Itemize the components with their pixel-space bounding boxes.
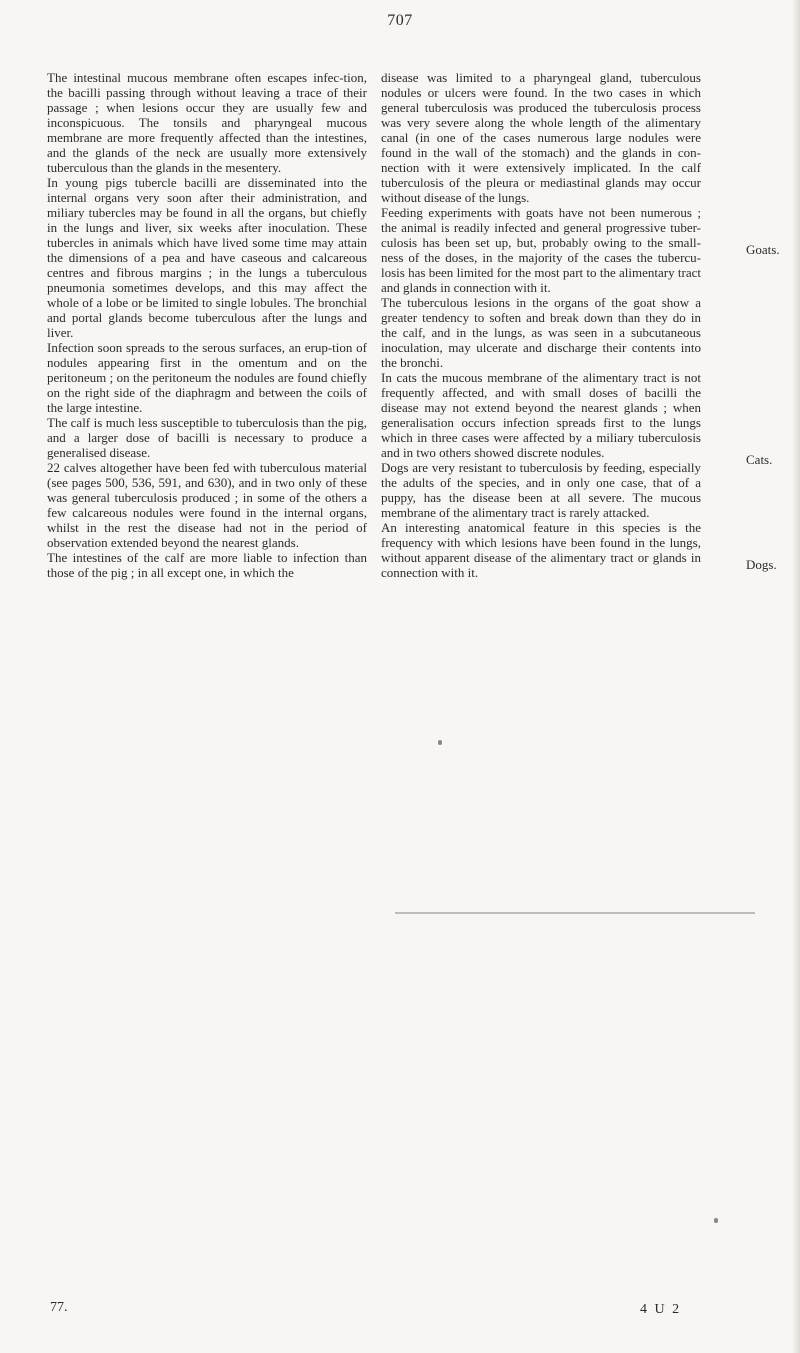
paragraph: disease was limited to a pharyngeal gland, tuberculous nodules or ulcers were found. In the two cases in which general tuberculosis was produced the tuberculosis process was very severe along the whole length of the alimentary canal (in one of the cases numerous large nodules were found in the wall of the stomach) and the glands in con-nection with it were extensively implicated. In the calf tuberculosis of the pleura or mediastinal glands may occur without disease of the lungs. [381,70,701,205]
paragraph: An interesting anatomical feature in this species is the frequency with which lesions have been found in the lungs, without apparent disease of the alimentary tract or glands in connection with it. [381,520,701,580]
paragraph: Dogs are very resistant to tuberculosis by feeding, especially the adults of the species, and in only one case, that of a puppy, has the disease been at all severe. The mucous membrane of the alimentary tract is rarely attacked. [381,460,701,520]
ink-speck [438,740,442,745]
footer-left-number: 77. [50,1300,68,1315]
paragraph: Feeding experiments with goats have not been numerous ; the animal is readily infected and general progressive tuber-culosis has been set up, but, probably owing to the small-ness of the doses, in the majority of the cases the tubercu-losis has been limited for the most part to the alimentary tract and glands in connection with it. [381,205,701,295]
page-edge [792,0,800,1353]
right-column [381,70,701,580]
paragraph: The intestines of the calf are more liable to infection than those of the pig ; in all except one, in which the [47,550,367,580]
footer-signature-mark: 4 U 2 [640,1302,682,1317]
paragraph: In young pigs tubercle bacilli are disseminated into the internal organs very soon after their administration, and miliary tubercles may be found in all the organs, but chiefly in the lungs and liver, six weeks after inoculation. These tubercles in animals which have lived some time may attain the dimensions of a pea and have caseous and calcareous centres and fibrous margins ; in the lungs a tuberculous pneumonia sometimes develops, and this may affect the whole of a lobe or be limited to single lobules. The bronchial and portal glands become tuberculous after the lungs and liver. [47,175,367,340]
paragraph: The tuberculous lesions in the organs of the goat show a greater tendency to soften and break down than they do in the calf, and in the lungs, as was seen in a subcutaneous inoculation, may ulcerate and discharge their contents into the bronchi. [381,295,701,370]
ink-speck [714,1218,718,1223]
margin-note-cats: Cats. [746,452,773,467]
margin-note-dogs: Dogs. [746,557,777,572]
paragraph: Infection soon spreads to the serous surfaces, an erup-tion of nodules appearing first in the omentum and on the peritoneum ; on the peritoneum the nodules are found chiefly on the right side of the diaphragm and between the coils of the large intestine. [47,340,367,415]
left-column [47,70,367,580]
page-number: 707 [387,12,413,29]
paragraph: 22 calves altogether have been fed with tuberculous material (see pages 500, 536, 591, and 630), and in two only of these was general tuberculosis produced ; in some of the others a few calcareous nodules were found in the internal organs, whilst in the rest the disease had not in the period of observation extended beyond the nearest glands. [47,460,367,550]
horizontal-rule [395,912,755,914]
paragraph: The calf is much less susceptible to tuberculosis than the pig, and a larger dose of bacilli is necessary to produce a generalised disease. [47,415,367,460]
margin-note-goats: Goats. [746,242,780,257]
paragraph: In cats the mucous membrane of the alimentary tract is not frequently affected, and with small doses of bacilli the disease may not extend beyond the nearest glands ; when generalisation occurs infection spreads first to the lungs which in three cases were affected by a miliary tuberculosis and in two others showed discrete nodules. [381,370,701,460]
paragraph: The intestinal mucous membrane often escapes infec-tion, the bacilli passing through without leaving a trace of their passage ; when lesions occur they are usually few and inconspicuous. The tonsils and pharyngeal mucous membrane are more frequently affected than the intestines, and the glands of the neck are usually more extensively tuberculous than the glands in the mesentery. [47,70,367,175]
